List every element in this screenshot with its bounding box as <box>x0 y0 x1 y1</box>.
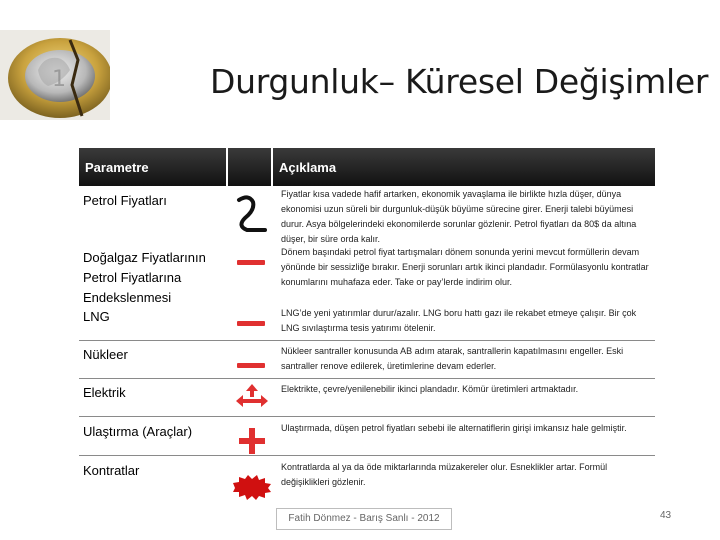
row-divider <box>79 455 655 456</box>
euro-coin-image <box>0 30 110 120</box>
row-divider <box>79 340 655 341</box>
svg-text:1: 1 <box>52 67 66 92</box>
starburst-icon <box>231 474 273 501</box>
row-description: LNG’de yeni yatırımlar durur/azalır. LNG boru hattı gazı ile rekabet etmeye çalışır. Bir çok LNG sıvılaştırma tesis yatırımı ötelenir. <box>281 308 637 333</box>
wave-trend-icon <box>231 192 271 236</box>
page-number: 43 <box>660 510 672 521</box>
minus-icon <box>237 319 267 329</box>
plus-icon <box>239 428 265 454</box>
row-description: Fiyatlar kısa vadede hafif artarken, ekonomik yavaşlama ile birlikte hızla düşer, dünya ekonomisi uzun süreli bir durgunluk-düşük büyüme sürecine girer. Enerji talebi büyümesi durur. Asya bölgelerindeki ekonomilerde sorunlar gözlenir. Petrol fiyatları da 80$ da altına düşer, bir süre orda kalır. <box>281 189 637 244</box>
parameter-line: Doğalgaz Fiyatlarının <box>83 250 206 265</box>
parameter-line: LNG <box>83 309 110 324</box>
minus-icon <box>237 361 267 371</box>
row-parameter <box>79 307 228 337</box>
parameter-line: Petrol Fiyatları <box>83 193 167 208</box>
slide-title: Durgunluk– Küresel Değişimler <box>210 62 709 101</box>
row-parameter <box>79 248 228 310</box>
header-parameter: Parametre <box>79 148 228 186</box>
parameter-line: Petrol Fiyatlarına <box>83 270 182 285</box>
row-parameter <box>79 422 228 450</box>
scenario-table <box>79 148 655 501</box>
parameter-line: Nükleer <box>83 347 128 362</box>
row-description: Kontratlarda al ya da öde miktarlarında müzakereler olur. Esneklikler artar. Formül değişiklikleri gözlenir. <box>281 462 608 487</box>
row-parameter <box>79 383 228 411</box>
row-description: Dönem başındaki petrol fiyat tartışmaları dönem sonunda yerini mevcut formüllerin devam yönünde bir sessizliğe bırakır. Enerji sorunları artık ikinci plandadır. Formülasyonlu kontratlar konumlarını muhafaza eder. Take or pay’lerde indirim olur. <box>281 247 649 287</box>
row-divider <box>79 416 655 417</box>
row-description: Ulaştırmada, düşen petrol fiyatları sebebi ile alternatiflerin girişi imkansız hale gelmiştir. <box>281 423 627 433</box>
parameter-line: Ulaştırma (Araçlar) <box>83 424 193 439</box>
minus-icon <box>237 258 267 268</box>
row-parameter <box>79 461 228 489</box>
row-description: Elektrikte, çevre/yenilenebilir ikinci plandadır. Kömür üretimleri artmaktadır. <box>281 384 579 394</box>
header-description: Açıklama <box>273 148 655 186</box>
parameter-line: Endekslenmesi <box>83 290 172 305</box>
row-parameter <box>79 187 228 245</box>
parameter-line: Kontratlar <box>83 463 140 478</box>
row-description: Nükleer santraller konusunda AB adım atarak, santrallerin kapatılmasını engeller. Eski santraller renove edilerek, üretimlerine devam ederler. <box>281 346 624 371</box>
four-way-arrows-icon <box>236 384 268 414</box>
header-icon-column <box>228 148 273 186</box>
footer-author: Fatih Dönmez - Barış Sanlı - 2012 <box>276 508 452 530</box>
row-divider <box>79 378 655 379</box>
row-parameter <box>79 345 228 373</box>
parameter-line: Elektrik <box>83 385 126 400</box>
